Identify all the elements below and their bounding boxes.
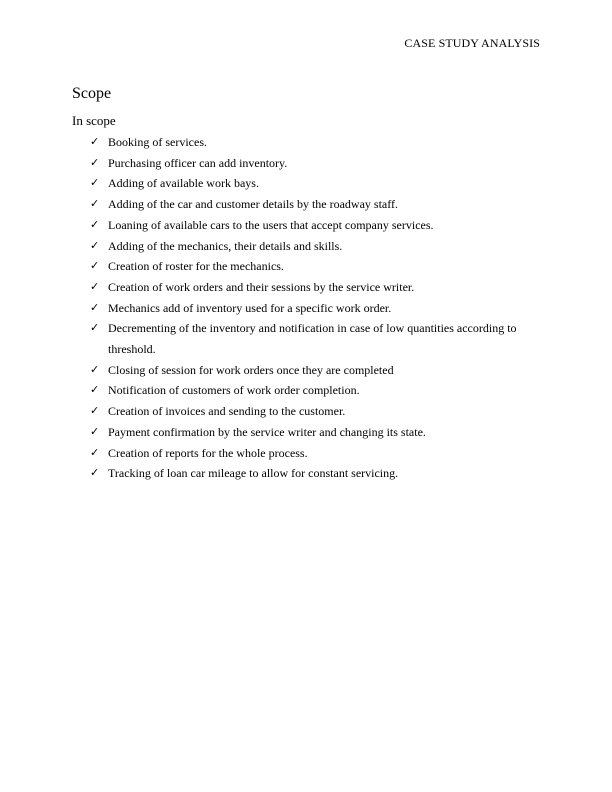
list-item-text: Loaning of available cars to the users that accept company services. [108,217,434,232]
list-item [72,194,540,215]
checkmark-icon: ✓ [90,321,100,335]
list-item [72,443,540,464]
section-heading: Scope [72,85,112,102]
list-item-text: Creation of work orders and their sessions by the service writer. [108,279,415,294]
checkmark-icon: ✓ [90,279,100,293]
checkmark-icon: ✓ [90,238,100,252]
checkmark-icon: ✓ [90,362,100,376]
list-item-text: Mechanics add of inventory used for a specific work order. [108,300,392,315]
list-item-text: Payment confirmation by the service writer and changing its state. [108,424,426,439]
list-item [72,256,540,277]
list-item [72,153,540,174]
list-item-text: Notification of customers of work order completion. [108,383,360,398]
list-item-text: Closing of session for work orders once they are completed [108,362,394,377]
checkmark-icon: ✓ [90,445,100,459]
scope-checklist [72,132,540,484]
list-item-text: Creation of roster for the mechanics. [108,259,284,274]
list-item [72,132,540,153]
checkmark-icon: ✓ [90,217,100,231]
list-item [72,173,540,194]
list-item-text: Purchasing officer can add inventory. [108,155,288,170]
list-item [72,277,540,298]
list-item [72,380,540,401]
checkmark-icon: ✓ [90,383,100,397]
checkmark-icon: ✓ [90,466,100,480]
list-item-text: Adding of available work bays. [108,176,259,191]
list-item [72,360,540,381]
list-item [72,215,540,236]
list-item [72,463,540,484]
list-item-text: Creation of reports for the whole process. [108,445,308,460]
checkmark-icon: ✓ [90,176,100,190]
checkmark-icon: ✓ [90,424,100,438]
list-item [72,318,540,359]
list-item [72,236,540,257]
list-item-text: Adding of the car and customer details by the roadway staff. [108,197,399,212]
list-item [72,401,540,422]
checkmark-icon: ✓ [90,197,100,211]
checkmark-icon: ✓ [90,155,100,169]
checkmark-icon: ✓ [90,259,100,273]
list-item-text: Booking of services. [108,135,207,149]
list-item-text: Adding of the mechanics, their details and skills. [108,238,343,253]
list-item-text: Decrementing of the inventory and notification in case of low quantities according to threshold. [108,321,517,357]
checkmark-icon: ✓ [90,300,100,314]
list-item-text: Creation of invoices and sending to the customer. [108,404,346,419]
checkmark-icon: ✓ [90,135,100,148]
checkmark-icon: ✓ [90,404,100,418]
list-item [72,298,540,319]
list-item [72,422,540,443]
page-header: CASE STUDY ANALYSIS [404,36,540,50]
document-body [72,83,540,484]
list-item-text: Tracking of loan car mileage to allow for constant servicing. [108,466,399,481]
section-subheading: In scope [72,113,116,128]
